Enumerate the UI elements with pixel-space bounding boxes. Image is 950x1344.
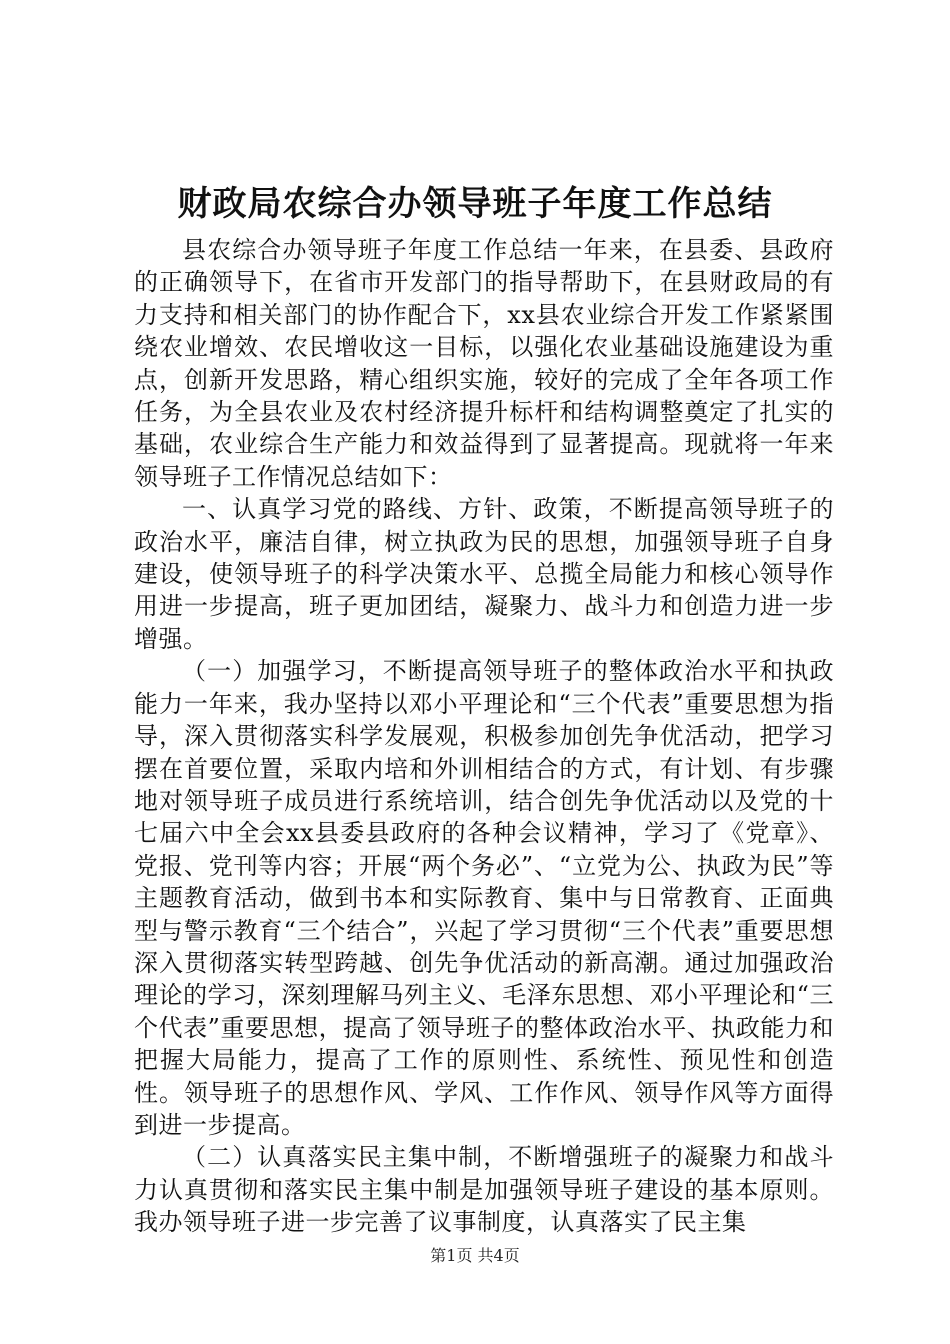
paragraph-subsection-2: （二）认真落实民主集中制，不断增强班子的凝聚力和战斗力认真贯彻和落实民主集中制是加强领导班子建设的基本原则。我办领导班子进一步完善了议事制度，认真落实了民主集 — [134, 1143, 834, 1237]
paragraph-subsection-1: （一）加强学习，不断提高领导班子的整体政治水平和执政能力一年来，我办坚持以邓小平理论和“三个代表”重要思想为指导，深入贯彻落实科学发展观，积极参加创先争优活动，把学习摆在首要位置，采取内培和外训相结合的方式，有计划、有步骤地对领导班子成员进行系统培训，结合创先争优活动以及党的十七届六中全会xx县委县政府的各种会议精神，学习了《党章》、党报、党刊等内容；开展“两个务必”、“立党为公、执政为民”等主题教育活动，做到书本和实际教育、集中与日常教育、正面典型与警示教育“三个结合”，兴起了学习贯彻“三个代表”重要思想深入贯彻落实转型跨越、创先争优活动的新高潮。通过加强政治理论的学习，深刻理解马列主义、毛泽东思想、邓小平理论和“三个代表”重要思想，提高了领导班子的整体政治水平、执政能力和把握大局能力，提高了工作的原则性、系统性、预见性和创造性。领导班子的思想作风、学风、工作作风、领导作风等方面得到进一步提高。 — [134, 657, 834, 1139]
page-footer: 第1页 共4页 — [430, 1246, 520, 1265]
document-body — [134, 234, 834, 1239]
document-title: 财政局农综合办领导班子年度工作总结 — [177, 184, 773, 224]
paragraph-intro: 县农综合办领导班子年度工作总结一年来，在县委、县政府的正确领导下，在省市开发部门的指导帮助下，在县财政局的有力支持和相关部门的协作配合下，xx县农业综合开发工作紧紧围绕农业增效、农民增收这一目标，以强化农业基础设施建设为重点，创新开发思路，精心组织实施，较好的完成了全年各项工作任务，为全县农业及农村经济提升标杆和结构调整奠定了扎实的基础，农业综合生产能力和效益得到了显著提高。现就将一年来领导班子工作情况总结如下： — [134, 236, 834, 491]
paragraph-section-1: 一、认真学习党的路线、方针、政策，不断提高领导班子的政治水平，廉洁自律，树立执政为民的思想，加强领导班子自身建设，使领导班子的科学决策水平、总揽全局能力和核心领导作用进一步提高，班子更加团结，凝聚力、战斗力和创造力进一步增强。 — [134, 495, 834, 653]
